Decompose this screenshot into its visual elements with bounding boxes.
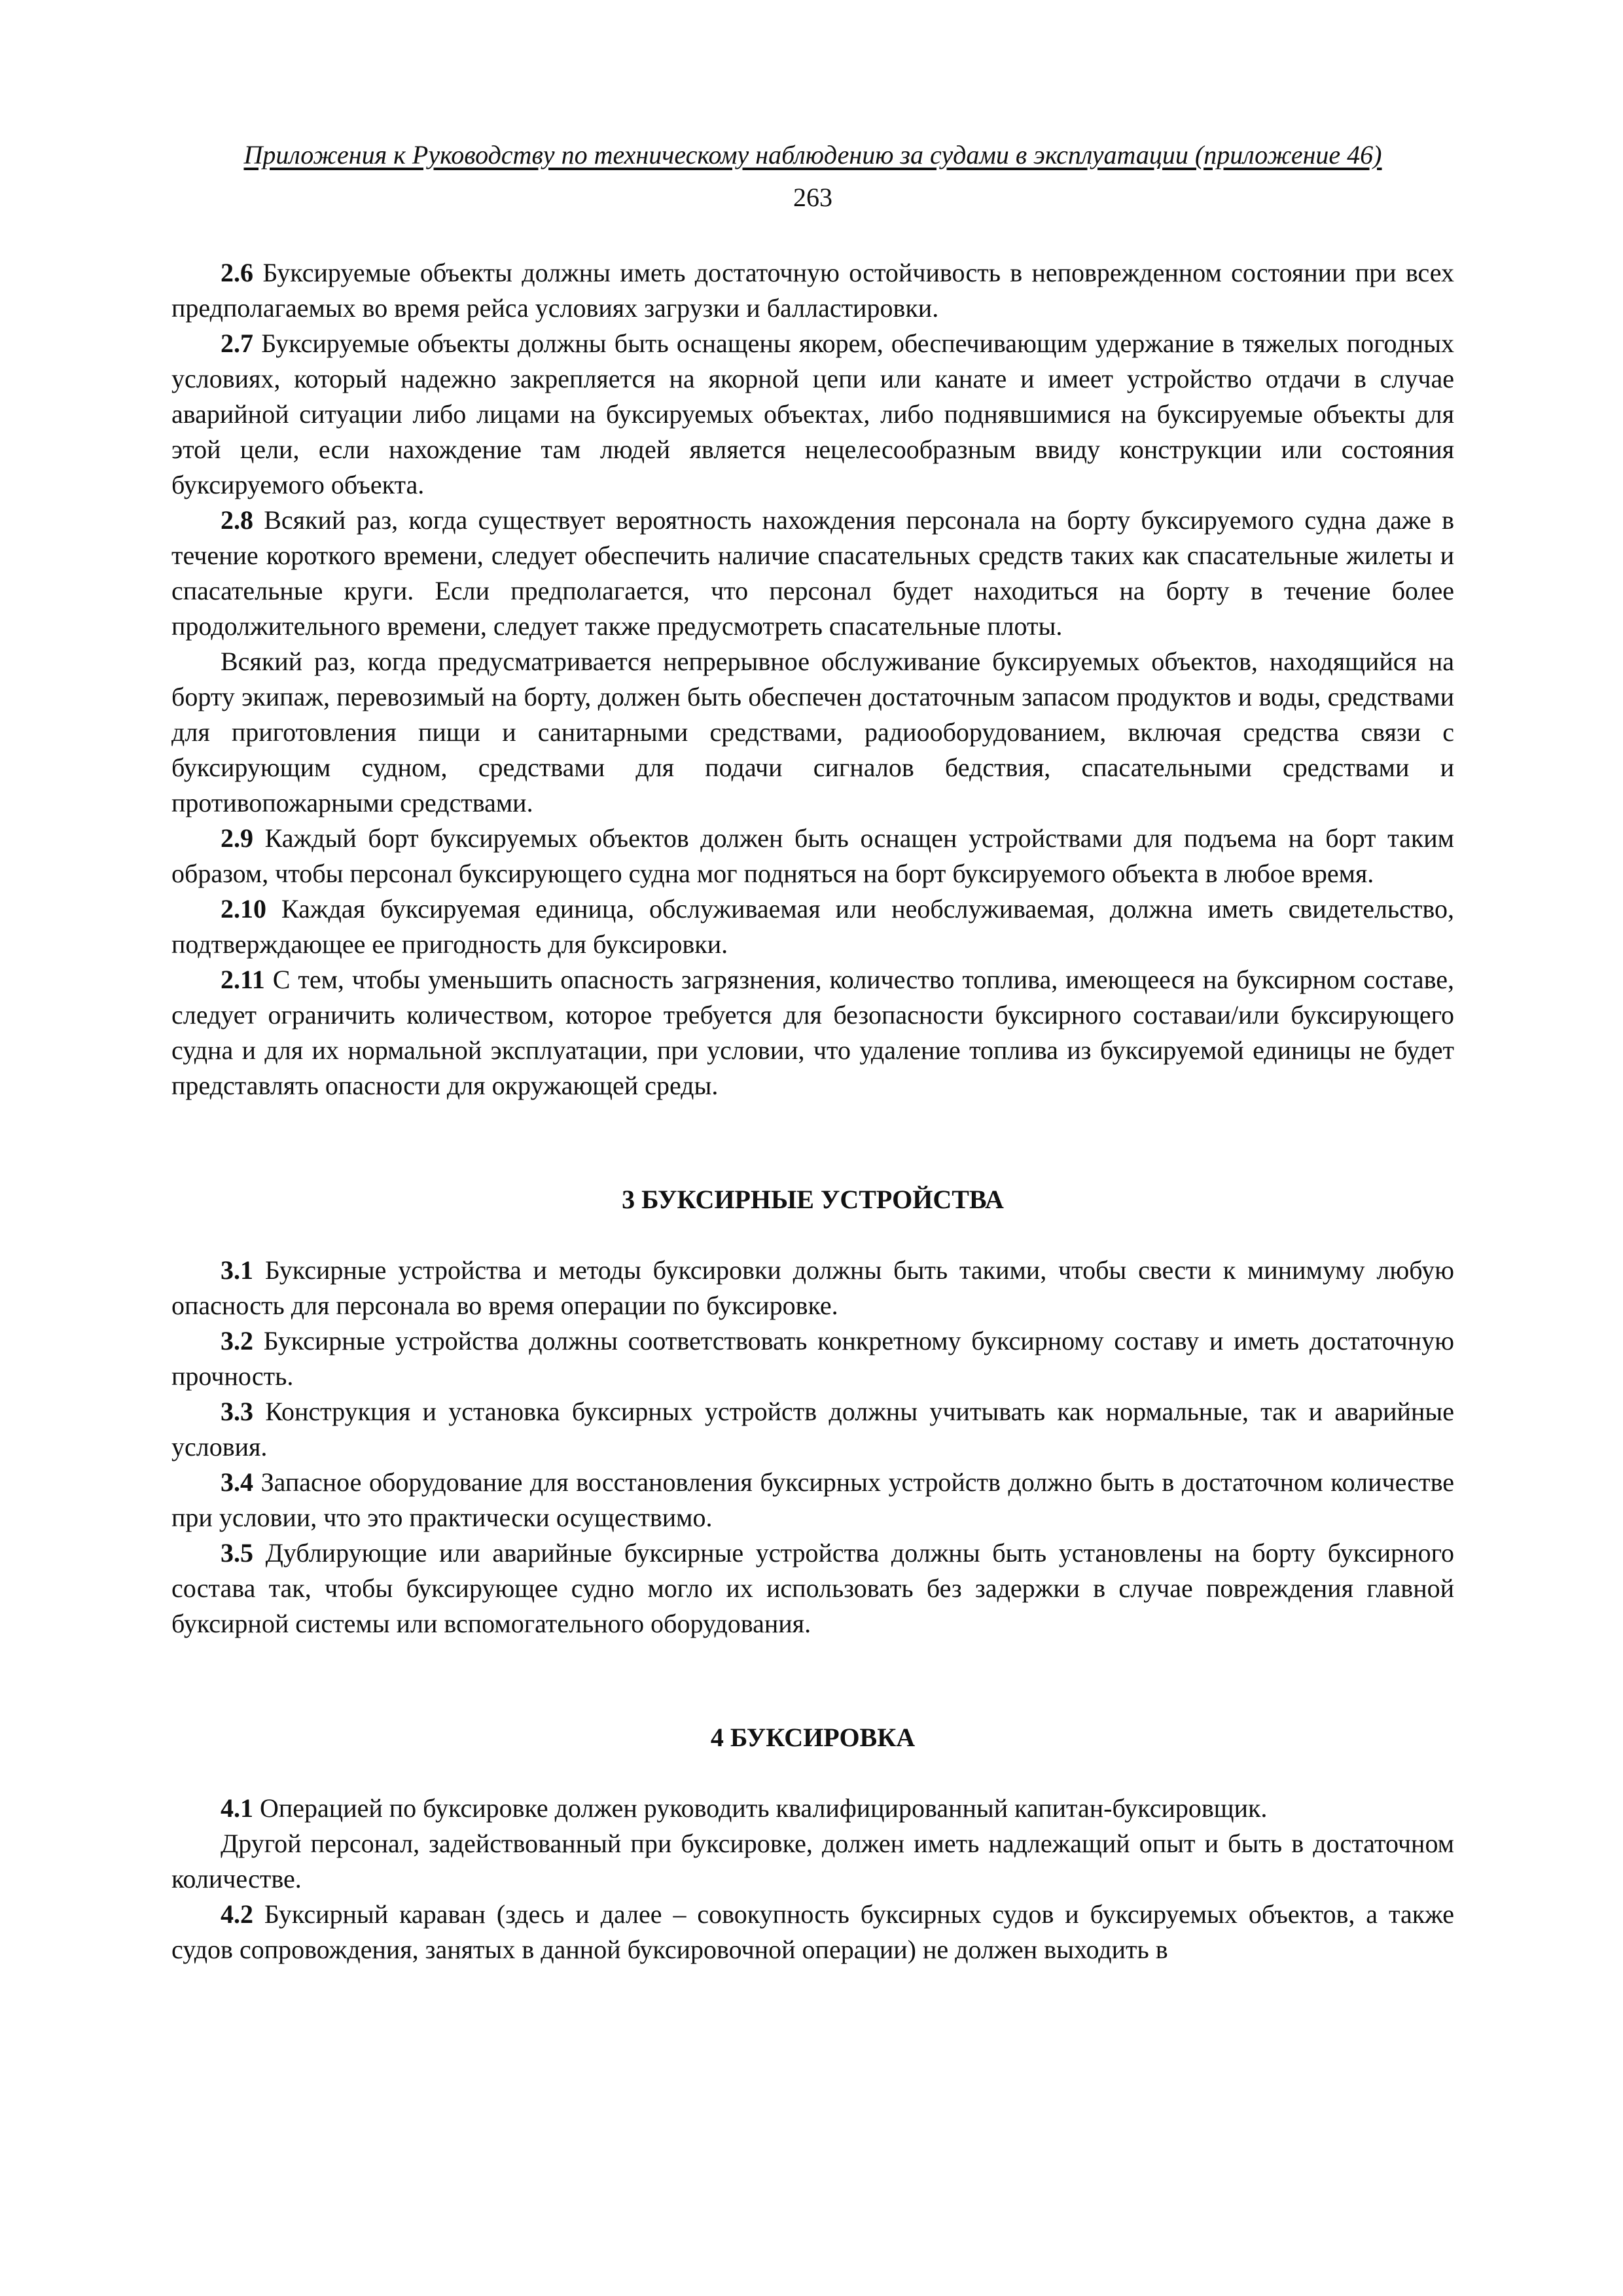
paragraph: [171, 1791, 1454, 1826]
document-body: [171, 255, 1454, 1967]
paragraph-number: 4.2: [221, 1899, 253, 1929]
paragraph: [171, 644, 1454, 821]
paragraph-text: Дублирующие или аварийные буксирные устройства должны быть установлены на борту буксирного состава так, чтобы буксирующее судно могло их использовать без задержки в случае повреждения главной буксирной системы или вспомогательного оборудования.: [171, 1538, 1454, 1638]
paragraph-number: 2.6: [221, 258, 253, 287]
paragraph-text: Запасное оборудование для восстановления буксирных устройств должно быть в достаточном количестве при условии, что это практически осуществимо.: [171, 1467, 1454, 1532]
paragraph: [171, 503, 1454, 644]
section-heading: 3 БУКСИРНЫЕ УСТРОЙСТВА: [622, 1185, 1004, 1214]
paragraph: [171, 891, 1454, 962]
paragraph-number: 2.7: [221, 329, 253, 358]
paragraph-number: 2.9: [221, 823, 253, 853]
paragraph-text: Каждая буксируемая единица, обслуживаемая или необслуживаемая, должна иметь свидетельство, подтверждающее ее пригодность для буксировки.: [171, 894, 1454, 959]
paragraph-number: 3.4: [221, 1467, 253, 1497]
paragraph-number: 3.5: [221, 1538, 253, 1568]
paragraph-number: 2.10: [221, 894, 266, 924]
paragraph-number: 3.2: [221, 1326, 253, 1355]
paragraph: [171, 1323, 1454, 1394]
paragraph-number: 2.8: [221, 505, 253, 535]
paragraph-text: Конструкция и установка буксирных устройств должны учитывать как нормальные, так и аварийные условия.: [171, 1397, 1454, 1462]
paragraph: [171, 1535, 1454, 1641]
section-heading: 4 БУКСИРОВКА: [710, 1723, 916, 1752]
paragraph-text: Операцией по буксировке должен руководить квалифицированный капитан-буксировщик.: [253, 1793, 1268, 1823]
page-number: 263: [793, 183, 832, 212]
paragraph-text: Всякий раз, когда существует вероятность нахождения персонала на борту буксируемого судна даже в течение короткого времени, следует обеспечить наличие спасательных средств таких как спасательные жилеты и спасательные круги. Если предполагается, что персонал будет находиться на борту в течение более продолжительного времени, следует также предусмотреть спасательные плоты.: [171, 505, 1454, 641]
paragraph-number: 2.11: [221, 965, 265, 994]
paragraph: [171, 962, 1454, 1103]
running-title: Приложения к Руководству по техническому наблюдению за судами в эксплуатации (приложение 46): [243, 140, 1382, 170]
paragraph: [171, 1465, 1454, 1535]
paragraph-text: Другой персонал, задействованный при буксировке, должен иметь надлежащий опыт и быть в достаточном количестве.: [171, 1829, 1454, 1893]
paragraph-text: Буксирные устройства и методы буксировки должны быть такими, чтобы свести к минимуму любую опасность для персонала во время операции по буксировке.: [171, 1255, 1454, 1320]
paragraph-number: 4.1: [221, 1793, 253, 1823]
paragraph-text: Буксируемые объекты должны иметь достаточную остойчивость в неповрежденном состоянии при всех предполагаемых во время рейса условиях загрузки и балластировки.: [171, 258, 1454, 323]
paragraph: [171, 821, 1454, 891]
paragraph: [171, 1826, 1454, 1897]
paragraph: [171, 1897, 1454, 1967]
paragraph: [171, 1253, 1454, 1323]
paragraph-text: Буксируемые объекты должны быть оснащены якорем, обеспечивающим удержание в тяжелых погодных условиях, который надежно закрепляется на якорной цепи или канате и имеет устройство отдачи в случае аварийной ситуации либо лицами на буксируемых объектах, либо поднявшимися на буксируемые объекты для этой цели, если нахождение там людей является нецелесообразным ввиду конструкции или состояния буксируемого объекта.: [171, 329, 1454, 499]
paragraph-text: Буксирный караван (здесь и далее – совокупность буксирных судов и буксируемых объектов, а также судов сопровождения, занятых в данной буксировочной операции) не должен выходить в: [171, 1899, 1454, 1964]
paragraph-number: 3.1: [221, 1255, 253, 1285]
paragraph: [171, 1394, 1454, 1465]
paragraph-text: Каждый борт буксируемых объектов должен быть оснащен устройствами для подъема на борт таким образом, чтобы персонал буксирующего судна мог подняться на борт буксируемого объекта в любое время.: [171, 823, 1454, 888]
paragraph: [171, 255, 1454, 326]
paragraph-text: Всякий раз, когда предусматривается непрерывное обслуживание буксируемых объектов, находящийся на борту экипаж, перевозимый на борту, должен быть обеспечен достаточным запасом продуктов и воды, средствами для приготовления пищи и санитарными средствами, радиооборудованием, включая средства связи с буксирующим судном, средствами для подачи сигналов бедствия, спасательными средствами и противопожарными средствами.: [171, 647, 1454, 817]
paragraph-text: С тем, чтобы уменьшить опасность загрязнения, количество топлива, имеющееся на буксирном составе, следует ограничить количеством, которое требуется для безопасности буксирного составаи/или буксирующего судна и для их нормальной эксплуатации, при условии, что удаление топлива из буксируемой единицы не будет представлять опасности для окружающей среды.: [171, 965, 1454, 1100]
paragraph-text: Буксирные устройства должны соответствовать конкретному буксирному составу и иметь достаточную прочность.: [171, 1326, 1454, 1391]
paragraph-number: 3.3: [221, 1397, 253, 1426]
paragraph: [171, 326, 1454, 503]
